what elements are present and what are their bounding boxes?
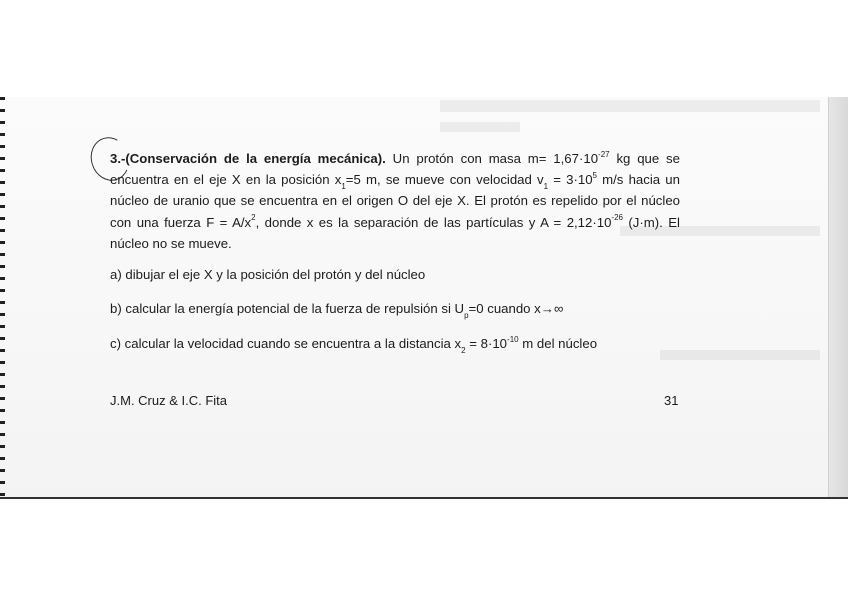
problem-statement xyxy=(110,148,680,254)
bleed-through-artifact xyxy=(660,350,820,360)
problem-block xyxy=(110,148,680,355)
problem-title: (Conservación de la energía mecánica). xyxy=(125,151,386,166)
item-b: b) calcular la energía potencial de la fuerza de repulsión si $U_p=0$ cuando x→∞ xyxy=(110,301,564,320)
footer-authors: J.M. Cruz & I.C. Fita xyxy=(110,393,228,408)
footer-page-number: 31 xyxy=(664,393,679,408)
item-c: c) calcular la velocidad cuando se encuentra a la distancia $x_2 = 8\cdot 10^{-10}$ m del núcleo xyxy=(110,334,598,355)
binding-holes xyxy=(0,97,5,497)
item-a: a) dibujar el eje X y la posición del protón y del núcleo xyxy=(110,267,426,282)
problem-text: Un protón con masa $m= 1,67\cdot 10^{-27}$ kg que se encuentra en el eje X en la posición $x_1=5$ m, se mueve con velocidad $v_1 = 3\cdot 10^5$ m/s hacia un núcleo de uranio que se encuentra en el origen O del eje X. El protón es repelido por el núcleo con una fuerza $F = A/x^2$, donde x es la separación de las partículas y $A = 2,12\cdot 10^{-26}$ (J·m). El núcleo no se mueve. xyxy=(110,149,680,251)
page-edge-shadow xyxy=(828,97,848,497)
bleed-through-artifact xyxy=(440,100,820,112)
problem-number: 3.- xyxy=(110,151,126,166)
scan-bottom-edge xyxy=(0,497,848,499)
bleed-through-artifact xyxy=(440,122,520,132)
